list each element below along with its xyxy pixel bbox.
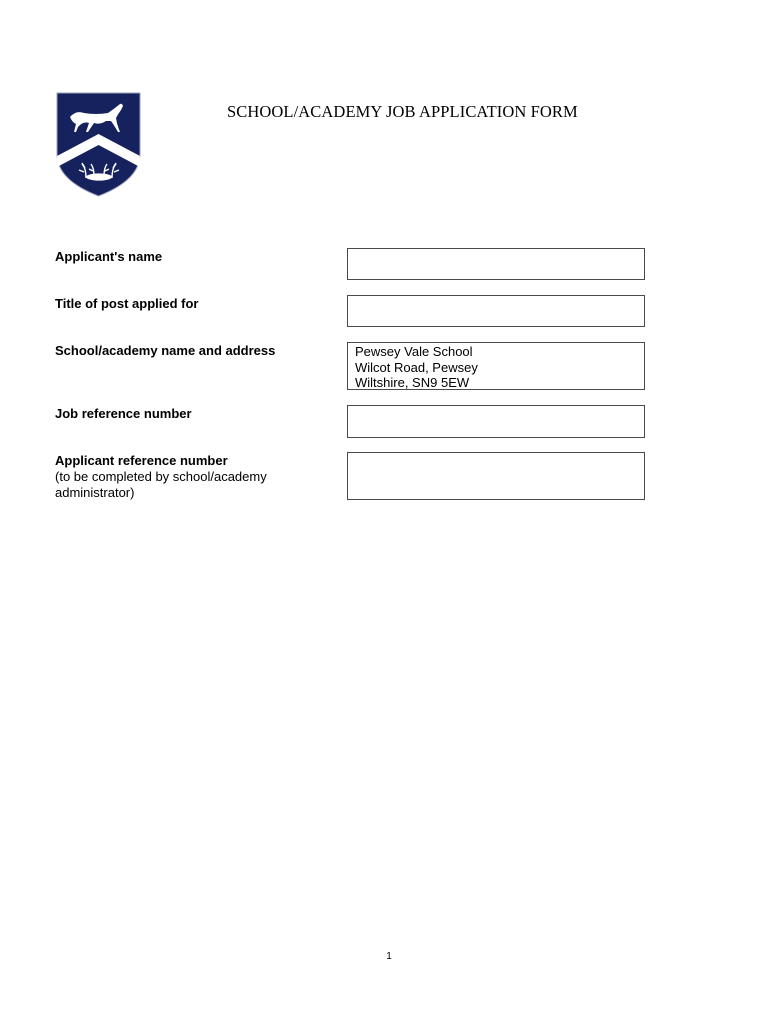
form-title: SCHOOL/ACADEMY JOB APPLICATION FORM	[227, 102, 578, 121]
address-line-2: Wilcot Road, Pewsey	[355, 359, 478, 375]
school-address-label	[55, 343, 275, 359]
post-title-label	[55, 296, 198, 312]
applicant-reference-field[interactable]	[347, 452, 645, 500]
school-crest-logo	[56, 92, 142, 198]
job-reference-label-text: Job reference number	[55, 406, 192, 421]
applicant-name-field[interactable]	[347, 248, 645, 280]
applicant-name-label-text: Applicant's name	[55, 249, 163, 264]
applicant-reference-label-text: Applicant reference number	[55, 453, 228, 468]
post-title-field[interactable]	[347, 295, 645, 327]
address-line-3: Wiltshire, SN9 5EW	[355, 375, 470, 390]
address-line-1: Pewsey Vale School	[355, 344, 473, 359]
school-address-label-text: School/academy name and address	[55, 343, 276, 358]
school-address-field[interactable]	[347, 342, 645, 390]
applicant-reference-sublabel: (to be completed by school/academy administrator)	[55, 469, 267, 500]
page-number: 1	[386, 951, 392, 962]
applicant-reference-label	[55, 453, 305, 501]
oval-icon	[86, 173, 112, 180]
job-reference-field[interactable]	[347, 405, 645, 438]
job-reference-label	[55, 406, 192, 422]
applicant-name-label	[55, 249, 162, 265]
post-title-label-text: Title of post applied for	[55, 296, 199, 311]
